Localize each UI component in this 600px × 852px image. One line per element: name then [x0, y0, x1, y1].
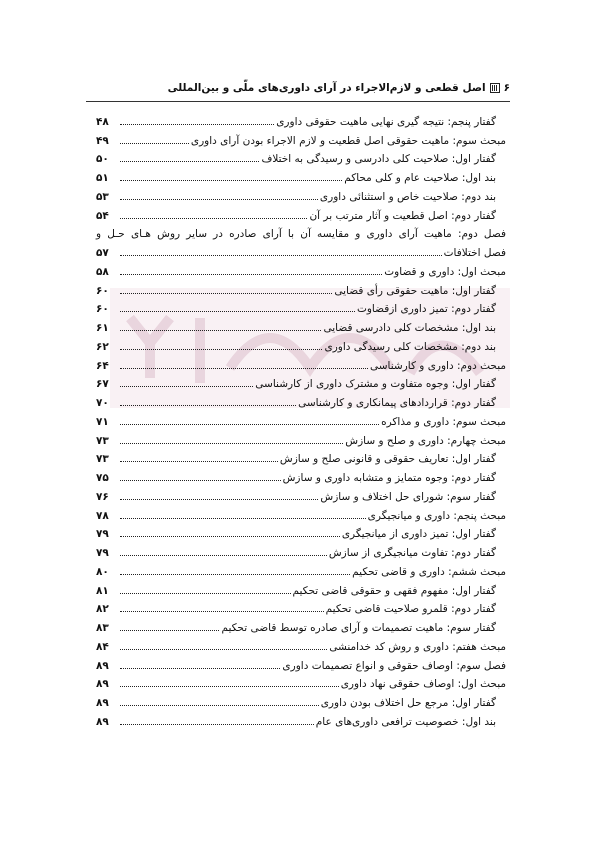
toc-leader-dots — [120, 180, 342, 181]
toc-entry-title: بند اول: مشخصات کلی دادرسی قضایی — [323, 322, 496, 334]
book-icon — [490, 83, 500, 93]
toc-entry — [96, 579, 506, 598]
toc-entry — [96, 260, 506, 279]
toc-leader-dots — [120, 630, 219, 631]
toc-page-number: ۷۸ — [96, 509, 109, 522]
toc-page-number: ۵۷ — [96, 247, 109, 259]
toc-entry-title: گفتار دوم: تفاوت میانجیگری از سازش — [328, 547, 496, 559]
header-divider — [86, 101, 510, 102]
toc-entry — [96, 673, 506, 692]
toc-entry-title: مبحث سوم: ماهیت حقوقی اصل قطعیت و لازم الاجراء بودن آرای داوری — [190, 134, 506, 147]
toc-entry-title: گفتار دوم: قلمرو صلاحیت قاضی تحکیم — [325, 603, 496, 616]
toc-entry — [96, 410, 506, 429]
toc-entry — [96, 466, 506, 485]
toc-entry-title: مبحث دوم: داوری و کارشناسی — [369, 359, 506, 372]
toc-leader-dots — [120, 424, 379, 425]
toc-leader-dots — [120, 349, 322, 350]
toc-entry — [96, 204, 506, 223]
toc-page-number: ۷۳ — [96, 453, 109, 466]
toc-page-number: ۷۱ — [96, 415, 109, 428]
toc-entry-title: گفتار سوم: ماهیت تصمیمات و آرای صادره توسط قاضی تحکیم — [221, 622, 496, 634]
toc-page-number: ۵۱ — [96, 172, 109, 184]
toc-entry — [96, 429, 506, 448]
toc-leader-dots — [120, 386, 253, 387]
running-header — [86, 80, 510, 96]
toc-leader-dots — [120, 724, 314, 725]
toc-leader-dots — [120, 518, 366, 519]
toc-entry — [96, 391, 506, 410]
toc-entry-title: فصل اختلافات — [443, 247, 506, 259]
toc-leader-dots — [120, 293, 332, 294]
toc-page-number: ۶۴ — [96, 359, 109, 372]
toc-leader-dots — [120, 199, 318, 200]
toc-page-number: ۶۱ — [96, 322, 109, 334]
toc-page-number: ۵۸ — [96, 265, 109, 278]
toc-leader-dots — [120, 161, 259, 162]
toc-page-number: ۸۳ — [96, 622, 109, 634]
toc-entry-title: مبحث هفتم: داوری و روش کد خدامنشی — [329, 640, 506, 653]
toc-entry-title: مبحث سوم: داوری و مذاکره — [381, 415, 506, 428]
toc-entry — [96, 710, 506, 729]
toc-leader-dots — [120, 255, 442, 256]
toc-page-number: ۸۹ — [96, 715, 109, 728]
toc-entry — [96, 129, 506, 148]
toc-entry — [96, 373, 506, 392]
toc-page-number: ۸۴ — [96, 640, 109, 653]
toc-entry — [96, 316, 506, 335]
toc-leader-dots — [120, 649, 327, 650]
toc-page-number: ۸۱ — [96, 584, 109, 597]
toc-page-number: ۷۶ — [96, 490, 109, 503]
toc-entry-title: گفتار سوم: شورای حل اختلاف و سازش — [320, 490, 496, 503]
toc-entry-title: مبحث پنجم: داوری و میانجیگری — [367, 509, 506, 522]
toc-leader-dots — [120, 330, 321, 331]
toc-leader-dots — [120, 443, 343, 444]
toc-page-number: ۶۰ — [96, 284, 109, 297]
toc-entry — [96, 279, 506, 298]
book-title: اصل قطعی و لازم‌الاجراء در آرای داوری‌های ملّی و بین‌المللی — [167, 82, 486, 94]
toc-leader-dots — [120, 555, 327, 556]
toc-entry — [96, 148, 506, 167]
toc-entry-title: گفتار دوم: وجوه متمایز و متشابه داوری و سازش — [282, 472, 496, 484]
toc-leader-dots — [120, 536, 340, 537]
toc-page-number: ۸۹ — [96, 659, 109, 672]
toc-page-number: ۶۰ — [96, 303, 109, 316]
toc-entry-title: گفتار دوم: اصل قطعیت و آثار مترتب بر آن — [309, 209, 496, 222]
toc-entry — [96, 185, 506, 204]
toc-page-number: ۴۸ — [96, 115, 109, 128]
toc-page-number: ۵۰ — [96, 153, 109, 166]
toc-entry-title: گفتار اول: مرجع حل اختلاف بودن داوری — [320, 697, 496, 709]
toc-leader-dots — [120, 499, 318, 500]
toc-entry — [96, 298, 506, 317]
toc-entry — [96, 598, 506, 617]
toc-page-number: ۷۹ — [96, 528, 109, 541]
toc-entry-title: مبحث چهارم: داوری و صلح و سازش — [345, 434, 506, 447]
toc-page-number: ۵۳ — [96, 190, 109, 203]
toc-entry-title: گفتار اول: ماهیت حقوقی رأی قضایی — [334, 284, 496, 297]
toc-entry — [96, 223, 506, 242]
toc-leader-dots — [120, 405, 296, 406]
toc-entry-title: گفتار دوم: قراردادهای پیمانکاری و کارشناسی — [298, 397, 496, 409]
toc-entry-title: فصل دوم: ماهیت آرای داوری و مقایسه آن با آرای صادره در سایر روش هـای حـل و — [96, 228, 506, 241]
toc-entry-title: گفتار اول: تمیز داوری از میانجیگری — [341, 528, 496, 541]
toc-entry-title: مبحث اول: اوصاف حقوقی نهاد داوری — [340, 678, 506, 691]
toc-entry — [96, 485, 506, 504]
toc-page-number: ۴۹ — [96, 134, 109, 147]
toc-leader-dots — [120, 686, 339, 687]
toc-entry-title: گفتار اول: مفهوم فقهی و حقوقی قاضی تحکیم — [292, 584, 496, 597]
toc-entry — [96, 560, 506, 579]
toc-page-number: ۸۲ — [96, 603, 109, 616]
toc-entry — [96, 448, 506, 467]
toc-entry-title: مبحث ششم: داوری و قاضی تحکیم — [352, 565, 506, 578]
toc-entry — [96, 241, 506, 260]
toc-page-number: ۷۵ — [96, 472, 109, 484]
toc-page-number: ۵۴ — [96, 209, 109, 222]
toc-entry — [96, 654, 506, 673]
toc-leader-dots — [120, 368, 368, 369]
toc-entry — [96, 110, 506, 129]
toc-page-number: ۶۲ — [96, 340, 109, 353]
toc-entry — [96, 354, 506, 373]
toc-entry — [96, 541, 506, 560]
toc-entry-title: گفتار پنجم: نتیجه گیری نهایی ماهیت حقوقی داوری — [276, 115, 496, 128]
toc-page-number: ۷۳ — [96, 434, 109, 447]
toc-leader-dots — [120, 143, 189, 144]
toc-leader-dots — [120, 274, 382, 275]
toc-page-number: ۷۹ — [96, 547, 109, 559]
page-number: ۶ — [503, 82, 510, 94]
toc-entry — [96, 166, 506, 185]
table-of-contents — [96, 110, 506, 729]
toc-page-number: ۷۰ — [96, 397, 109, 409]
toc-leader-dots — [120, 574, 350, 575]
toc-leader-dots — [120, 124, 274, 125]
toc-entry-title: مبحث اول: داوری و قضاوت — [384, 265, 506, 278]
toc-entry-title: بند اول: صلاحیت عام و کلی محاکم — [344, 172, 496, 184]
toc-entry — [96, 616, 506, 635]
toc-entry-title: بند اول: خصوصیت ترافعی داوری‌های عام — [315, 715, 496, 728]
toc-entry — [96, 523, 506, 542]
toc-entry-title: گفتار اول: وجوه متفاوت و مشترک داوری از کارشناسی — [255, 378, 496, 391]
toc-page-number: ۸۹ — [96, 678, 109, 691]
toc-entry-title: فصل سوم: اوصاف حقوقی و انواع تصمیمات داوری — [282, 659, 506, 672]
toc-leader-dots — [120, 705, 319, 706]
toc-entry-title: بند دوم: مشخصات کلی رسیدگی داوری — [324, 340, 496, 353]
toc-leader-dots — [120, 311, 355, 312]
toc-entry-title: بند دوم: صلاحیت خاص و استثنائی داوری — [319, 190, 496, 203]
toc-leader-dots — [120, 218, 307, 219]
toc-page-number: ۸۰ — [96, 565, 109, 578]
toc-entry-title: گفتار دوم: تمیز داوری ازقضاوت — [356, 303, 496, 316]
toc-leader-dots — [120, 593, 291, 594]
toc-leader-dots — [120, 668, 280, 669]
toc-page-number: ۶۷ — [96, 378, 109, 391]
toc-leader-dots — [120, 611, 324, 612]
toc-entry-title: گفتار اول: تعاریف حقوقی و قانونی صلح و سازش — [279, 453, 496, 466]
toc-entry — [96, 504, 506, 523]
toc-leader-dots — [120, 461, 278, 462]
toc-leader-dots — [120, 480, 281, 481]
toc-entry — [96, 335, 506, 354]
toc-entry-title: گفتار اول: صلاحیت کلی دادرسی و رسیدگی به اختلاف — [261, 153, 496, 166]
toc-entry — [96, 635, 506, 654]
toc-page-number: ۸۹ — [96, 697, 109, 709]
toc-entry — [96, 691, 506, 710]
